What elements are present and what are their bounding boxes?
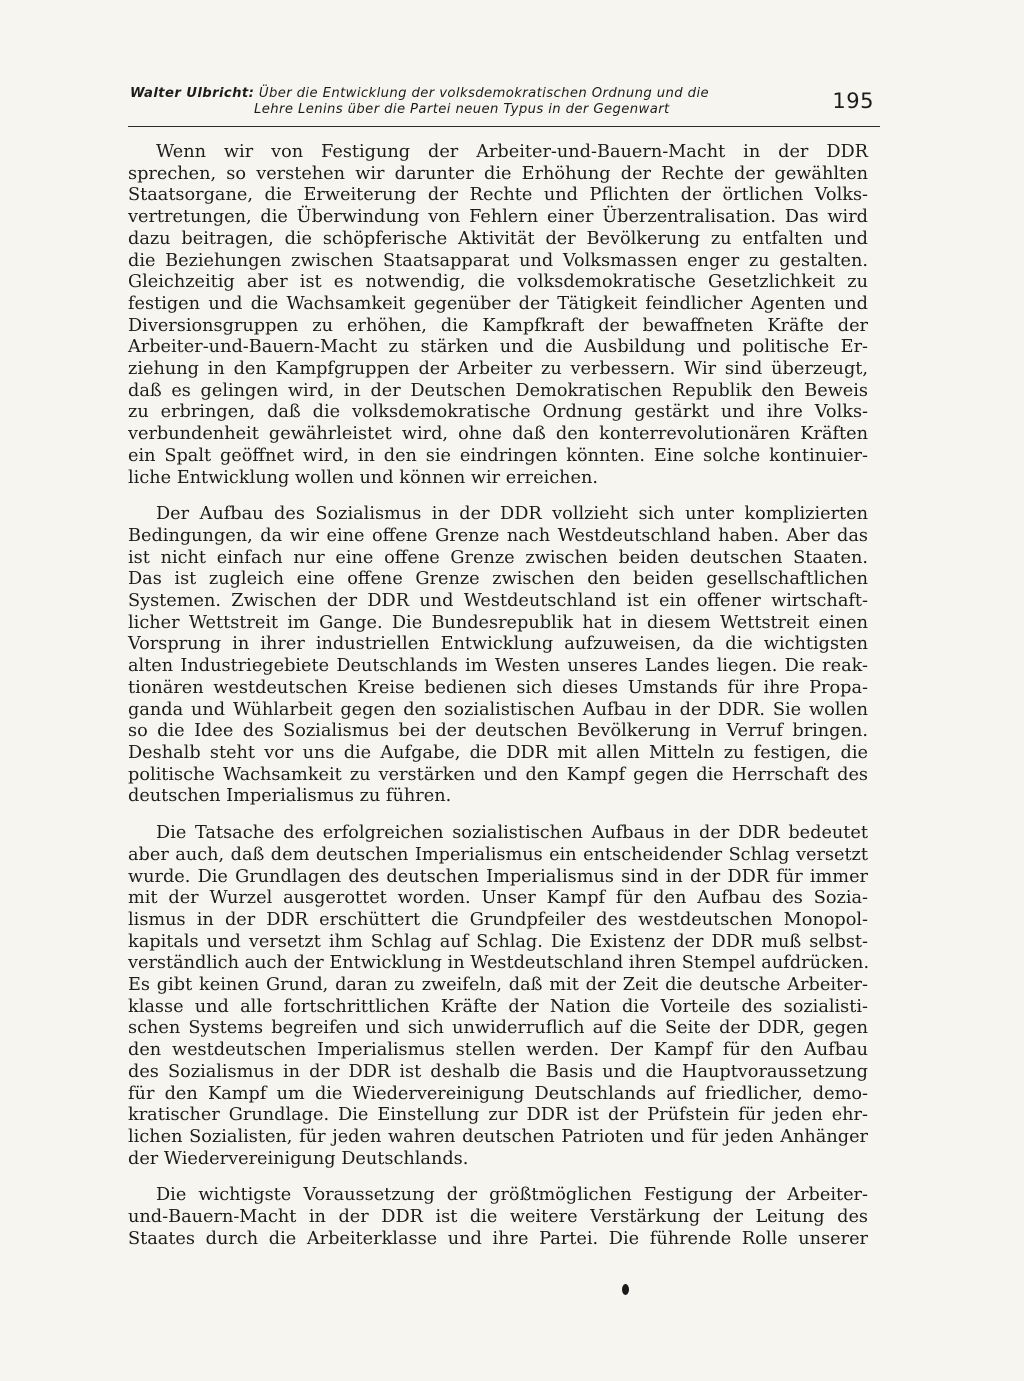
page-number: 195 xyxy=(832,89,874,113)
running-header-title xyxy=(130,86,780,118)
text-line: ein Spalt geöffnet wird, in den sie eindringen könnten. Eine solche kontinuier- xyxy=(128,445,868,466)
text-line: Vorsprung in ihrer industriellen Entwicklung aufzuweisen, da die wichtigsten xyxy=(128,634,868,655)
text-line: Staatsorgane, die Erweiterung der Rechte und Pflichten der örtlichen Volks- xyxy=(128,185,868,206)
text-line: mit der Wurzel ausgerottet worden. Unser Kampf für den Aufbau des Sozia- xyxy=(128,888,868,909)
text-line: Wenn wir von Festigung der Arbeiter-und-Bauern-Macht in der DDR xyxy=(156,142,868,162)
text-line: Arbeiter-und-Bauern-Macht zu stärken und die Ausbildung und politische Er- xyxy=(128,337,868,358)
paragraph xyxy=(128,823,868,1170)
text-line: kapitals und versetzt ihm Schlag auf Schlag. Die Existenz der DDR muß selbst- xyxy=(128,931,868,952)
text-line: schen Systems begreifen und sich unwiderruflich auf die Seite der DDR, gegen xyxy=(128,1018,868,1039)
running-header xyxy=(128,86,880,127)
text-line: vertretungen, die Überwindung von Fehlern einer Überzentralisation. Das wird xyxy=(128,207,868,228)
text-line: sprechen, so verstehen wir darunter die Erhöhung der Rechte der gewählten xyxy=(128,163,868,184)
text-line: Es gibt keinen Grund, daran zu zweifeln, daß mit der Zeit die deutsche Arbeiter- xyxy=(128,975,868,996)
text-line: die Beziehungen zwischen Staatsapparat und Volksmassen enger zu gestalten. xyxy=(128,250,868,271)
text-line: Deshalb steht vor uns die Aufgabe, die DDR mit allen Mitteln zu festigen, die xyxy=(128,742,868,763)
text-line: wurde. Die Grundlagen des deutschen Imperialismus sind in der DDR für immer xyxy=(128,866,868,887)
text-line: lismus in der DDR erschüttert die Grundpfeiler des westdeutschen Monopol- xyxy=(128,909,868,930)
text-line: ziehung in den Kampfgruppen der Arbeiter zu verbessern. Wir sind überzeugt, xyxy=(128,359,868,380)
text-line: daß es gelingen wird, in der Deutschen Demokratischen Republik den Beweis xyxy=(128,380,868,401)
header-author: Walter Ulbricht: xyxy=(130,86,255,101)
header-line-1 xyxy=(130,86,780,102)
text-line: ist nicht einfach nur eine offene Grenze zwischen beiden deutschen Staaten. xyxy=(128,547,868,568)
text-line: dazu beitragen, die schöpferische Aktivität der Bevölkerung zu entfalten und xyxy=(128,228,868,249)
text-line: licher Wettstreit im Gange. Die Bundesrepublik hat in diesem Wettstreit einen xyxy=(128,612,868,633)
text-line: alten Industriegebiete Deutschlands im Westen unseres Landes liegen. Die reak- xyxy=(128,656,868,677)
text-line: tionären westdeutschen Kreise bedienen sich dieses Umstands für ihre Propa- xyxy=(128,677,868,698)
text-line: Staates durch die Arbeiterklasse und ihre Partei. Die führende Rolle unserer xyxy=(128,1228,868,1249)
text-line: Die Tatsache des erfolgreichen sozialistischen Aufbaus in der DDR bedeutet xyxy=(156,823,868,844)
text-line: Bedingungen, da wir eine offene Grenze nach Westdeutschland haben. Aber das xyxy=(128,525,868,546)
text-line: Der Aufbau des Sozialismus in der DDR vollzieht sich unter komplizierten xyxy=(156,504,868,525)
text-line: verbundenheit gewährleistet wird, ohne daß den konterrevolutionären Kräften xyxy=(128,424,868,445)
text-line: klasse und alle fortschrittlichen Kräfte der Nation die Vorteile des sozialisti- xyxy=(128,996,868,1017)
text-line: Diversionsgruppen zu erhöhen, die Kampfkraft der bewaffneten Kräfte der xyxy=(128,315,868,336)
text-line: politische Wachsamkeit zu verstärken und den Kampf gegen die Herrschaft des xyxy=(128,764,868,785)
text-line: festigen und die Wachsamkeit gegenüber der Tätigkeit feindlicher Agenten und xyxy=(128,293,868,314)
text-line: des Sozialismus in der DDR ist deshalb die Basis und die Hauptvoraussetzung xyxy=(128,1061,868,1082)
ink-speck xyxy=(622,1284,629,1295)
text-line: der Wiedervereinigung Deutschlands. xyxy=(128,1148,469,1169)
paragraph xyxy=(128,142,868,489)
body-text xyxy=(128,142,868,1265)
text-line: Gleichzeitig aber ist es notwendig, die volksdemokratische Gesetzlichkeit zu xyxy=(128,272,868,293)
text-line: liche Entwicklung wollen und können wir erreichen. xyxy=(128,467,599,488)
text-line: den westdeutschen Imperialismus stellen werden. Der Kampf für den Aufbau xyxy=(128,1040,868,1061)
text-line: Das ist zugleich eine offene Grenze zwischen den beiden gesellschaftlichen xyxy=(128,569,868,590)
text-line: aber auch, daß dem deutschen Imperialismus ein entscheidender Schlag versetzt xyxy=(128,844,868,865)
text-line: ganda und Wühlarbeit gegen den sozialistischen Aufbau in der DDR. Sie wollen xyxy=(128,699,868,720)
text-line: Die wichtigste Voraussetzung der größtmöglichen Festigung der Arbeiter- xyxy=(156,1185,868,1206)
text-line: verständlich auch der Entwicklung in Westdeutschland ihren Stempel aufdrücken. xyxy=(128,953,870,974)
text-line: deutschen Imperialismus zu führen. xyxy=(128,786,452,807)
header-title-line-1: Über die Entwicklung der volksdemokratischen Ordnung und die xyxy=(258,86,710,101)
text-line: kratischer Grundlage. Die Einstellung zur DDR ist der Prüfstein für jeden ehr- xyxy=(128,1105,868,1126)
text-line: für den Kampf um die Wiedervereinigung Deutschlands auf friedlicher, demo- xyxy=(128,1083,868,1104)
text-line: Systemen. Zwischen der DDR und Westdeutschland ist ein offener wirtschaft- xyxy=(128,591,868,612)
text-line: zu erbringen, daß die volksdemokratische Ordnung gestärkt und ihre Volks- xyxy=(128,402,868,423)
paragraph xyxy=(128,1185,868,1250)
header-title-line-2: Lehre Lenins über die Partei neuen Typus in der Gegenwart xyxy=(254,102,670,117)
text-line: und-Bauern-Macht in der DDR ist die weitere Verstärkung der Leitung des xyxy=(128,1207,868,1228)
text-line: so die Idee des Sozialismus bei der deutschen Bevölkerung in Verruf bringen. xyxy=(128,721,868,742)
text-line: lichen Sozialisten, für jeden wahren deutschen Patrioten und für jeden Anhänger xyxy=(128,1126,868,1147)
paragraph xyxy=(128,504,868,808)
